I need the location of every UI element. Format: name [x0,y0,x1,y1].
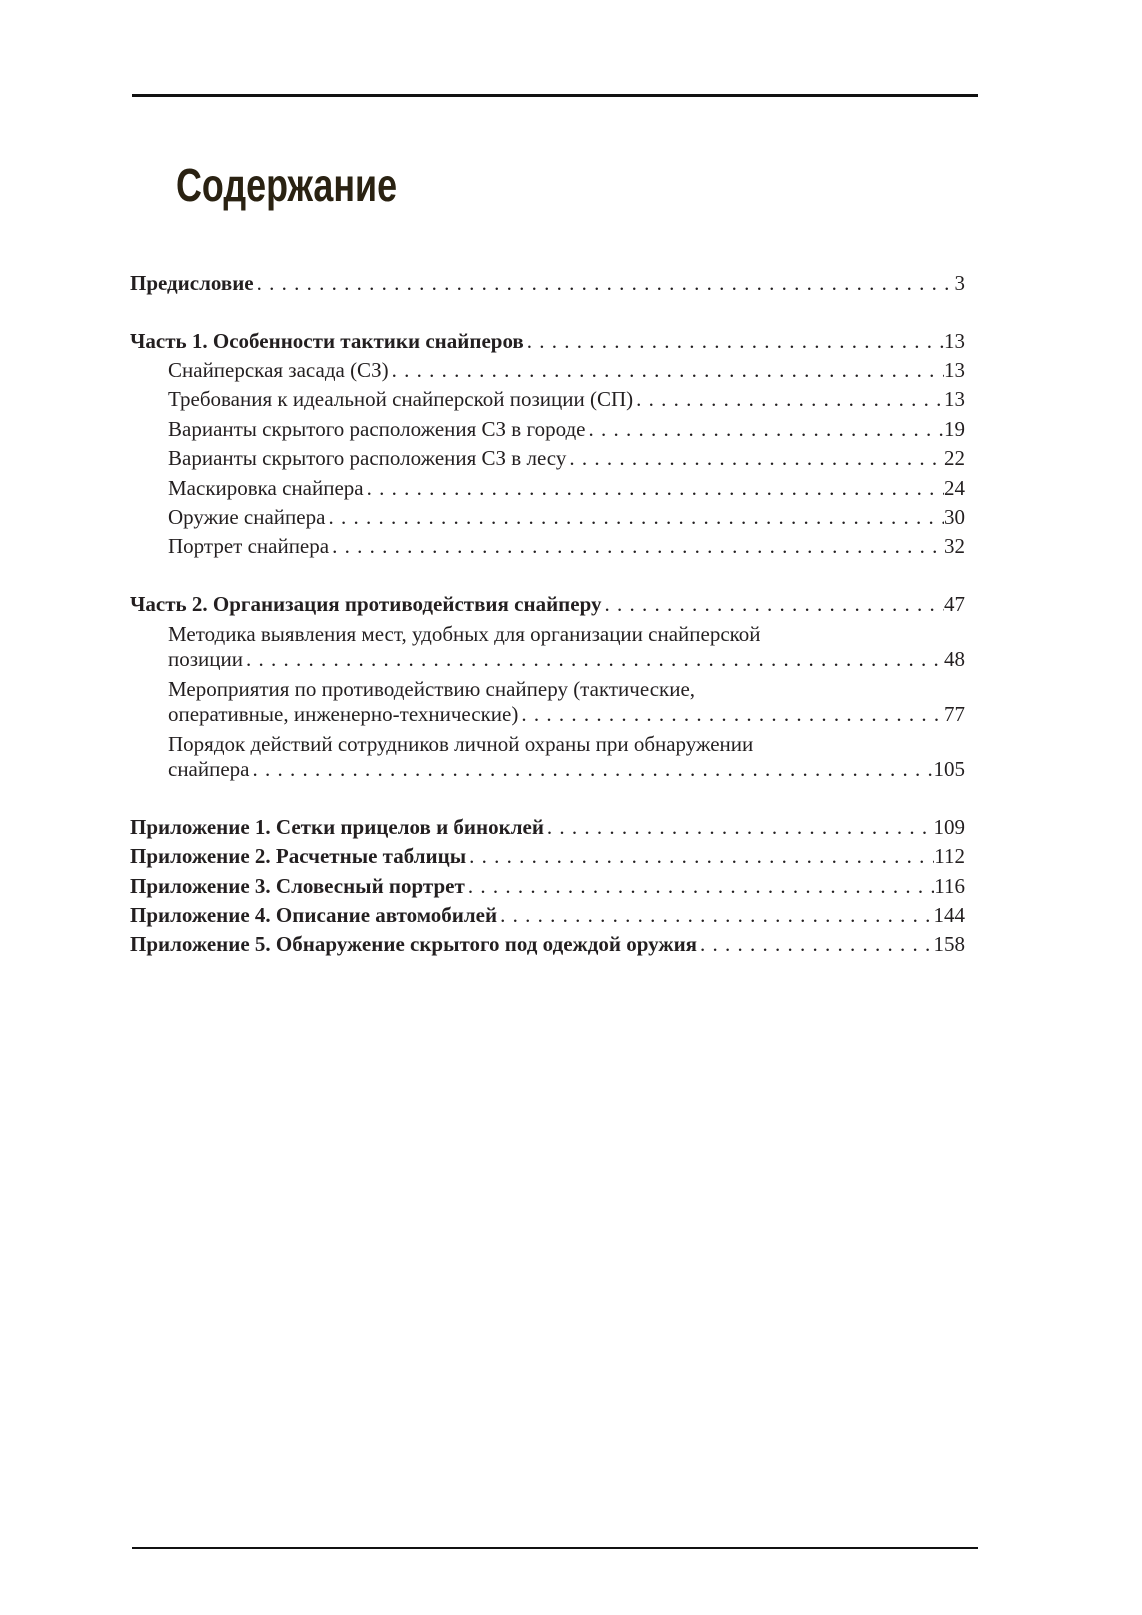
toc-entry-appendix[interactable] [130,931,965,957]
toc-label: Варианты скрытого расположения СЗ в лесу [168,446,567,470]
toc-page: 13 [944,329,965,353]
dot-leader [466,843,934,869]
toc-label: Приложение 5. Обнаружение скрытого под одеждой оружия [130,932,698,956]
dot-leader [566,445,944,471]
toc-entry-line1[interactable]: Мероприятия по противодействию снайперу (тактические, [168,677,696,701]
toc-entry-line1[interactable]: Методика выявления мест, удобных для организации снайперской [168,622,761,646]
toc-page: 19 [944,417,965,441]
page-title: Содержание [176,159,398,211]
toc-entry[interactable] [168,756,965,782]
toc-entry[interactable] [168,386,965,412]
toc-page: 47 [944,592,965,616]
toc-page: 112 [934,844,965,868]
toc-entry-part2[interactable] [130,591,965,617]
toc-label: позиции [168,647,243,671]
toc-page: 24 [944,476,965,500]
toc-entry-part1[interactable] [130,328,965,354]
toc-label: Приложение 4. Описание автомобилей [130,903,498,927]
toc-page: 105 [933,757,965,781]
toc-label: Снайперская засада (СЗ) [168,358,389,382]
dot-leader [389,357,944,383]
toc-label: Часть 2. Организация противодействия снайперу [130,592,602,616]
dot-leader [329,533,944,559]
dot-leader [524,328,944,354]
toc-entry[interactable] [168,533,965,559]
top-rule [132,94,978,97]
dot-leader [585,416,944,442]
toc-entry[interactable] [168,445,965,471]
toc-entry-appendix[interactable] [130,873,965,899]
toc-page: 48 [944,647,965,671]
dot-leader [633,386,944,412]
toc-label: Приложение 1. Сетки прицелов и биноклей [130,815,544,839]
toc-label: Оружие снайпера [168,505,326,529]
toc-entry[interactable] [168,475,965,501]
toc-entry[interactable] [168,416,965,442]
toc-page: 144 [933,903,965,927]
toc-label: Предисловие [130,271,254,295]
dot-leader [602,591,945,617]
toc-entry[interactable] [168,646,965,672]
toc-page: 32 [944,534,965,558]
toc-page: 13 [944,358,965,382]
toc-label: оперативные, инженерно-технические) [168,702,519,726]
dot-leader [497,902,933,928]
toc-entry[interactable] [168,701,965,727]
toc-label: Портрет снайпера [168,534,330,558]
toc-entry-preface[interactable] [130,270,965,296]
toc-label: снайпера [168,757,250,781]
dot-leader [364,475,944,501]
toc-page: 30 [944,505,965,529]
toc-entry-appendix[interactable] [130,902,965,928]
toc-page: 13 [944,387,965,411]
dot-leader [518,701,944,727]
toc-label: Требования к идеальной снайперской позиции (СП) [168,387,634,411]
toc-entry-appendix[interactable] [130,814,965,840]
toc-label: Приложение 2. Расчетные таблицы [130,844,467,868]
bottom-rule [132,1547,978,1549]
toc-label: Приложение 3. Словесный портрет [130,874,465,898]
toc-page: 109 [933,815,965,839]
toc-label: Варианты скрытого расположения СЗ в городе [168,417,586,441]
dot-leader [697,931,933,957]
dot-leader [465,873,934,899]
toc-page: 116 [934,874,965,898]
toc-entry-appendix[interactable] [130,843,965,869]
dot-leader [254,270,955,296]
toc-page: 22 [944,446,965,470]
toc-entry[interactable] [168,357,965,383]
toc-page: 3 [954,271,965,295]
dot-leader [250,756,934,782]
toc-label: Часть 1. Особенности тактики снайперов [130,329,524,353]
toc-page: 77 [944,702,965,726]
dot-leader [243,646,944,672]
toc-entry-line1[interactable]: Порядок действий сотрудников личной охраны при обнаружении [168,732,754,756]
toc-label: Маскировка снайпера [168,476,364,500]
toc-entry[interactable] [168,504,965,530]
dot-leader [325,504,944,530]
toc-page: 158 [933,932,965,956]
dot-leader [544,814,934,840]
